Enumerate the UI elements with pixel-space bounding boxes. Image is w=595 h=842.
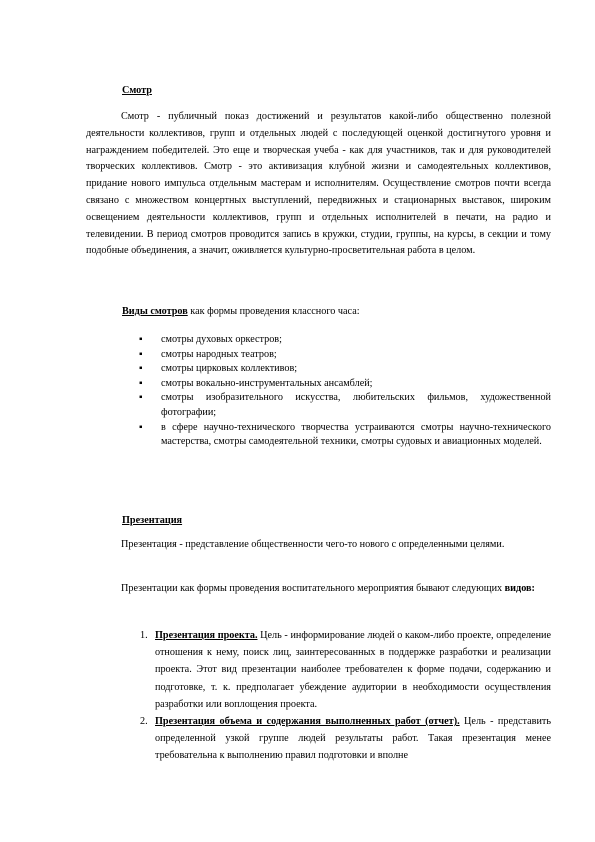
types-intro-rest: как формы проведения классного часа: bbox=[187, 306, 360, 317]
list-item: ▪ в сфере научно-технического творчества устраиваются смотры научно-технического мастерства, смотры самодеятельной техники, смотры судовых и авиационных моделей. bbox=[139, 421, 551, 450]
presentation-types-list bbox=[140, 627, 551, 765]
types-intro-bold: Виды смотров bbox=[122, 306, 188, 317]
section-heading-presentation: Презентация bbox=[122, 515, 183, 526]
types-intro-text: Презентации как формы проведения воспитательного мероприятия бывают следующих bbox=[121, 583, 505, 594]
smotr-types-list bbox=[139, 333, 551, 450]
list-item-title: Презентация объема и содержания выполненных работ (отчет). bbox=[155, 716, 460, 728]
list-item-number: 2. bbox=[140, 716, 148, 728]
list-item: ▪ смотры вокально-инструментальных ансамблей; bbox=[139, 377, 551, 392]
types-intro-bold-word: видов: bbox=[504, 583, 535, 594]
list-item bbox=[140, 627, 551, 713]
paragraph-smotr-definition: Смотр - публичный показ достижений и результатов какой-либо общественно полезной деятельности коллективов, групп и отдельных людей с последующей оценкой достигнутого уровня и награждением победителей. Это еще и творческая учеба - как для участников, так и для руководителей творческих коллективов. Смотр - это активизация клубной жизни и самодеятельных коллективов, придание нового импульса отдельным мастерам и исполнителям. Осуществление смотров почти всегда связано с множеством концертных выступлений, передвижных и стационарных выставок, широким освещением деятельности коллективов, групп и отдельных исполнителей в печати, на радио и телевидении. В период смотров проводится запись в кружки, студии, группы, на курсы, в секции и тому подобные объединения, а значит, оживляется культурно-просветительная работа в целом. bbox=[86, 111, 551, 257]
section-heading-smotr: Смотр bbox=[122, 85, 152, 96]
paragraph-presentation-definition: Презентация - представление общественности чего-то нового с определенными целями. bbox=[121, 539, 505, 550]
list-item-number: 1. bbox=[140, 630, 148, 641]
list-item: ▪ смотры цирковых коллективов; bbox=[139, 362, 551, 377]
list-item-text: Цель - информирование людей о каком-либо проекте, определение отношения к нему, поиск лиц, заинтересованных в поддержке разработки и реализации проекта. Этот вид презентации наиболее требователен к форме подачи, содержанию и подготовке, т. к. предполагает убеждение аудитории в необходимости осуществления разработки или воплощения проекта. bbox=[155, 630, 551, 710]
paragraph-presentation-types-intro bbox=[86, 581, 551, 598]
list-item: ▪ смотры духовых оркестров; bbox=[139, 333, 551, 348]
types-intro-line bbox=[122, 305, 552, 319]
list-item bbox=[140, 713, 551, 765]
list-item: ▪ смотры народных театров; bbox=[139, 348, 551, 363]
list-item-text: Цель - представить определенной узкой группе людей результаты работ. Такая презентация менее требовательна к выполнению правил подготовки и вполне bbox=[155, 716, 551, 762]
list-item: ▪ смотры изобразительного искусства, любительских фильмов, художественной фотографии; bbox=[139, 391, 551, 420]
list-item-title: Презентация проекта. bbox=[155, 630, 258, 641]
